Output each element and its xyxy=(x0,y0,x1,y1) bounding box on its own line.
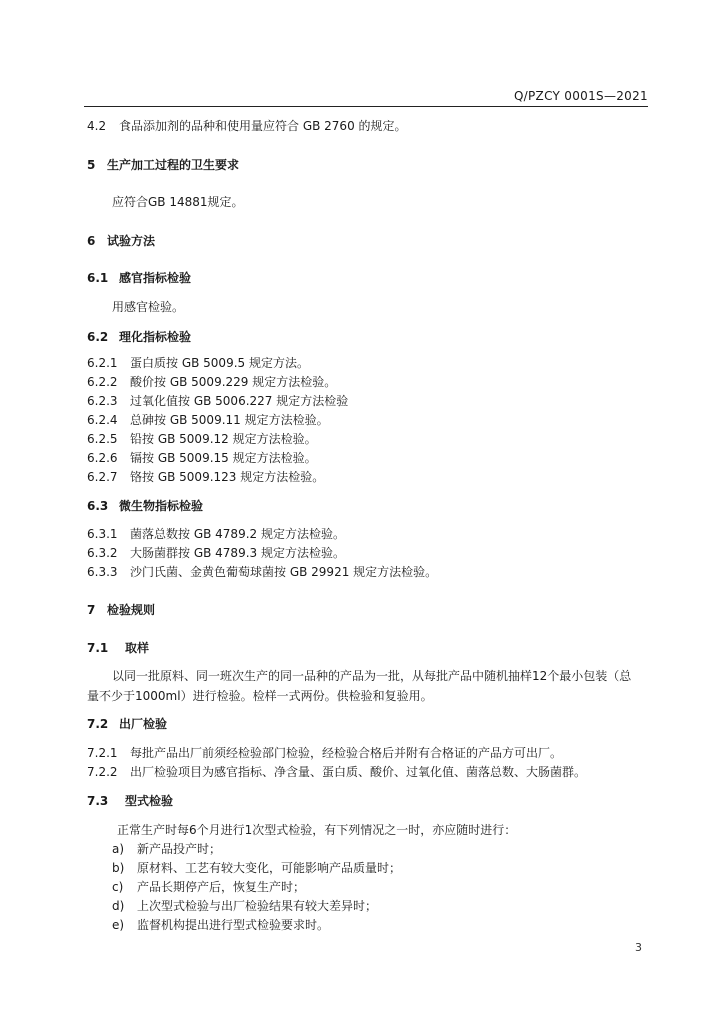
list-text: 新产品投产时； xyxy=(137,842,222,856)
heading-5 xyxy=(87,157,648,173)
list-marker: e) xyxy=(112,918,125,932)
clause-text: 食品添加剂的品种和使用量应符合 GB 2760 的规定。 xyxy=(119,119,407,133)
clause-text: 每批产品出厂前须经检验部门检验，经检验合格后并附有合格证的产品方可出厂。 xyxy=(130,746,563,760)
clause-number: 6.2 xyxy=(87,330,109,344)
paragraph: 应符合GB 14881规定。 xyxy=(112,195,244,209)
heading-text: 取样 xyxy=(125,641,150,655)
clause-number: 6.3 xyxy=(87,499,109,513)
list-item-d xyxy=(112,898,648,914)
list-marker: c) xyxy=(112,880,124,894)
clause-6-3-3 xyxy=(87,564,648,580)
clause-number: 7.2.1 xyxy=(87,746,118,760)
clause-6-2-6 xyxy=(87,450,648,466)
clause-6-2-7 xyxy=(87,469,648,485)
clause-number: 6.2.2 xyxy=(87,375,118,389)
clause-number: 6.3.1 xyxy=(87,527,118,541)
clause-number: 6.3.3 xyxy=(87,565,118,579)
doc-code: Q/PZCY 0001S—2021 xyxy=(513,89,648,103)
clause-number: 6 xyxy=(87,234,96,248)
clause-6-2-5 xyxy=(87,431,648,447)
heading-7-1 xyxy=(87,640,648,656)
paragraph: 正常生产时每6个月进行1次型式检验，有下列情况之一时，亦应随时进行： xyxy=(117,823,517,837)
clause-text: 铬按 GB 5009.123 规定方法检验。 xyxy=(130,470,325,484)
clause-number: 5 xyxy=(87,158,96,172)
heading-text: 生产加工过程的卫生要求 xyxy=(107,158,240,172)
clause-text: 总砷按 GB 5009.11 规定方法检验。 xyxy=(130,413,329,427)
clause-text: 酸价按 GB 5009.229 规定方法检验。 xyxy=(130,375,337,389)
heading-text: 理化指标检验 xyxy=(119,330,192,344)
clause-6-3-1 xyxy=(87,526,648,542)
heading-6-2 xyxy=(87,329,648,345)
clause-7-2-2 xyxy=(87,764,648,780)
list-marker: d) xyxy=(112,899,125,913)
clause-text: 镉按 GB 5009.15 规定方法检验。 xyxy=(130,451,317,465)
clause-number: 6.1 xyxy=(87,271,109,285)
heading-7 xyxy=(87,602,648,618)
clause-text: 铅按 GB 5009.12 规定方法检验。 xyxy=(130,432,317,446)
clause-text: 沙门氏菌、金黄色葡萄球菌按 GB 29921 规定方法检验。 xyxy=(130,565,438,579)
clause-text: 出厂检验项目为感官指标、净含量、蛋白质、酸价、过氧化值、菌落总数、大肠菌群。 xyxy=(130,765,587,779)
clause-number: 7.3 xyxy=(87,794,109,808)
list-text: 上次型式检验与出厂检验结果有较大差异时； xyxy=(137,899,378,913)
heading-6-3 xyxy=(87,498,648,514)
clause-text: 过氧化值按 GB 5006.227 规定方法检验 xyxy=(130,394,349,408)
clause-4-2 xyxy=(87,118,648,134)
heading-text: 检验规则 xyxy=(107,603,156,617)
page-number: 3 xyxy=(635,941,642,954)
heading-text: 感官指标检验 xyxy=(119,271,192,285)
list-text: 产品长期停产后，恢复生产时； xyxy=(137,880,306,894)
list-item-e xyxy=(112,917,648,933)
heading-6 xyxy=(87,233,648,249)
clause-number: 7.1 xyxy=(87,641,109,655)
paragraph: 用感官检验。 xyxy=(112,300,185,314)
clause-6-2-4 xyxy=(87,412,648,428)
clause-number: 6.2.4 xyxy=(87,413,118,427)
header-rule xyxy=(84,106,648,107)
heading-7-2 xyxy=(87,716,648,732)
list-text: 监督机构提出进行型式检验要求时。 xyxy=(137,918,330,932)
clause-6-3-2 xyxy=(87,545,648,561)
clause-text: 大肠菌群按 GB 4789.3 规定方法检验。 xyxy=(130,546,345,560)
clause-6-2-3 xyxy=(87,393,648,409)
paragraph-line: 量不少于1000ml）进行检验。检样一式两份。供检验和复验用。 xyxy=(87,689,433,703)
list-item-c xyxy=(112,879,648,895)
clause-6-2-1 xyxy=(87,355,648,371)
heading-text: 试验方法 xyxy=(107,234,156,248)
heading-text: 出厂检验 xyxy=(119,717,168,731)
clause-number: 7 xyxy=(87,603,96,617)
clause-text: 菌落总数按 GB 4789.2 规定方法检验。 xyxy=(130,527,345,541)
paragraph-line: 以同一批原料、同一班次生产的同一品种的产品为一批，从每批产品中随机抽样12个最小包装（总 xyxy=(112,669,632,683)
clause-number: 6.2.7 xyxy=(87,470,118,484)
clause-text: 蛋白质按 GB 5009.5 规定方法。 xyxy=(130,356,309,370)
list-item-a xyxy=(112,841,648,857)
list-text: 原材料、工艺有较大变化，可能影响产品质量时； xyxy=(137,861,402,875)
list-marker: b) xyxy=(112,861,125,875)
clause-number: 6.2.5 xyxy=(87,432,118,446)
clause-number: 6.3.2 xyxy=(87,546,118,560)
clause-6-2-2 xyxy=(87,374,648,390)
list-marker: a) xyxy=(112,842,125,856)
clause-number: 7.2 xyxy=(87,717,109,731)
clause-number: 7.2.2 xyxy=(87,765,118,779)
clause-number: 6.2.3 xyxy=(87,394,118,408)
heading-text: 型式检验 xyxy=(125,794,174,808)
clause-number: 6.2.1 xyxy=(87,356,118,370)
heading-6-1 xyxy=(87,270,648,286)
list-item-b xyxy=(112,860,648,876)
clause-number: 4.2 xyxy=(87,119,107,133)
clause-7-2-1 xyxy=(87,745,648,761)
clause-number: 6.2.6 xyxy=(87,451,118,465)
heading-7-3 xyxy=(87,793,648,809)
heading-text: 微生物指标检验 xyxy=(119,499,204,513)
